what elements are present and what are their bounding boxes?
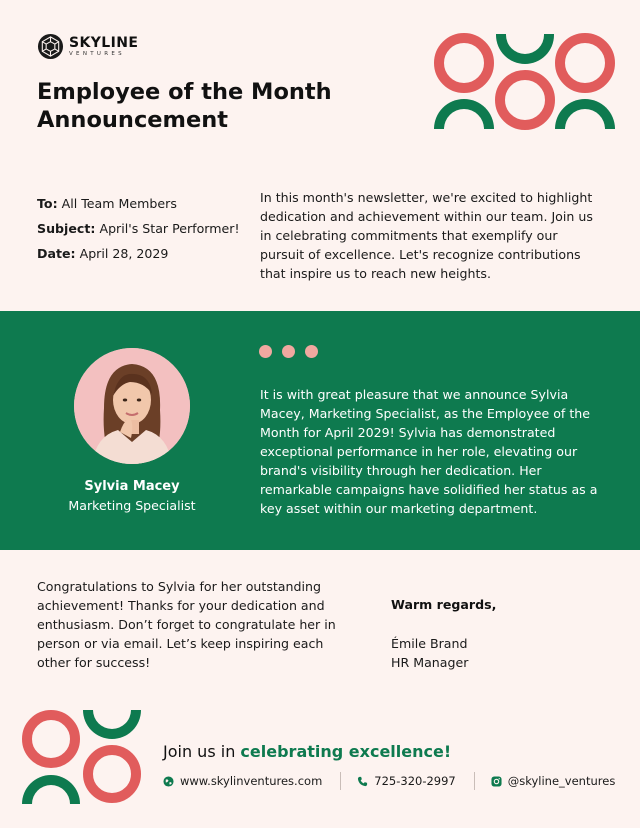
contact-bar [163,772,615,790]
employee-photo [74,348,190,464]
deco-ring [83,745,141,803]
employee-role: Marketing Specialist [68,498,196,513]
deco-cup [496,34,554,64]
signer-title: HR Manager [391,655,469,670]
dot [282,345,295,358]
brand-logo [37,33,138,60]
divider [340,772,341,790]
contact-website[interactable] [163,774,322,788]
website-text[interactable]: www.skylinventures.com [180,774,323,788]
memo-to: To: All Team Members [37,196,177,211]
employee-portrait-icon [74,348,190,464]
dot [305,345,318,358]
deco-arch [22,775,80,804]
brand-sub: VENTURES [69,50,125,57]
contact-phone[interactable] [357,774,455,788]
intro-paragraph: In this month's newsletter, we're excited to highlight dedication and achievement within our team. Join us in celebrating commitments that exemplify our pursuit of excellence. Let's recognize contributions that inspire us to reach new heights. [260,190,593,281]
deco-cup [83,710,141,739]
memo-date: Date: April 28, 2029 [37,246,169,261]
social-text[interactable]: @skyline_ventures [507,774,616,788]
employee-name: Sylvia Macey [84,479,180,494]
page-title: Employee of the Month Announcement [37,79,332,133]
join-tagline: Join us in celebrating excellence! [163,742,452,761]
memo-meta [37,191,240,266]
announcement-paragraph: It is with great pleasure that we announce Sylvia Macey, Marketing Specialist, as the Employee of the Month for April 2029! Sylvia has demonstrated exceptional performance in her role, elevating our brand's visibility through her dedication. Her remarkable campaigns have solidified her status as a key asset within our marketing department. [260,387,598,516]
phone-text[interactable]: 725-320-2997 [374,774,456,788]
deco-ring [495,70,555,130]
globe-icon [163,776,174,787]
signer-block [391,634,468,672]
deco-ring [555,33,615,93]
divider [474,772,475,790]
instagram-icon [491,776,502,787]
deco-ring [22,710,80,768]
deco-arch [555,99,615,129]
contact-social[interactable] [491,774,616,788]
memo-subject: Subject: April's Star Performer! [37,221,240,236]
deco-ring [434,33,494,93]
decorative-dots [259,345,318,358]
phone-icon [357,776,368,787]
signer-name: Émile Brand [391,636,468,651]
join-highlight: celebrating excellence! [240,742,452,761]
regards-text: Warm regards, [391,597,497,612]
brand-name: SKYLINE [69,34,139,51]
dot [259,345,272,358]
geodesic-logo-icon [37,33,64,60]
congrats-paragraph: Congratulations to Sylvia for her outstanding achievement! Thanks for your dedication and enthusiasm. Don’t forget to congratulate her in person or via email. Let’s keep inspiring each other for success! [37,579,336,670]
deco-arch [434,99,494,129]
